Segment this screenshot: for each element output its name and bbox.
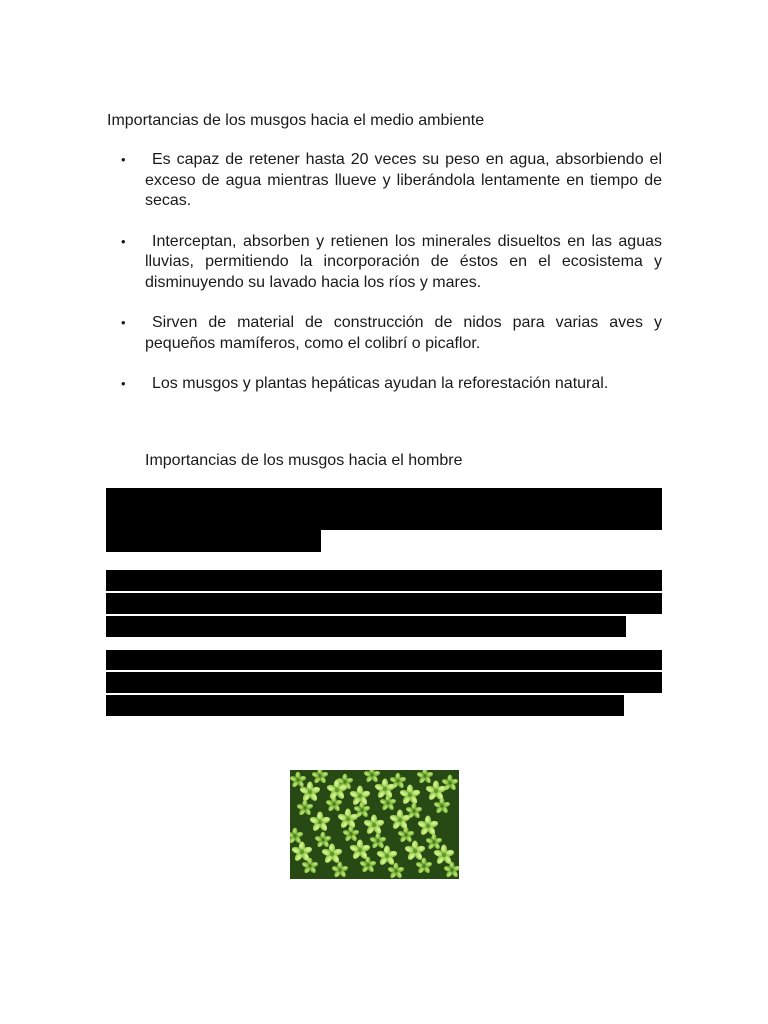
bullet-item	[107, 150, 662, 212]
redaction-bar	[106, 593, 662, 614]
bullet-item	[107, 313, 662, 354]
redaction-bar	[106, 488, 662, 530]
environment-bullet-list	[107, 150, 662, 395]
bullet-marker: •	[121, 233, 126, 249]
moss-photo	[290, 770, 459, 879]
section-title-human: Importancias de los musgos hacia el hombre	[145, 452, 463, 469]
bullet-text: Sirven de material de construcción de nidos para varias aves y pequeños mamíferos, como el colibrí o picaflor.	[145, 314, 662, 352]
bullet-text: Es capaz de retener hasta 20 veces su peso en agua, absorbiendo el exceso de agua mientras llueve y liberándola lentamente en tiempo de secas.	[145, 151, 662, 209]
bullet-item	[107, 374, 662, 395]
bullet-marker: •	[121, 376, 126, 391]
bullet-text: Interceptan, absorben y retienen los minerales disueltos en las aguas lluvias, permitiendo la incorporación de éstos en el ecosistema y disminuyendo su lavado hacia los ríos y mares.	[145, 232, 662, 291]
bullet-item	[107, 232, 662, 294]
bullet-marker: •	[121, 152, 126, 167]
bullet-marker: •	[121, 315, 126, 330]
redaction-bar	[106, 695, 624, 716]
redaction-bar	[106, 530, 321, 552]
section-title-environment: Importancias de los musgos hacia el medio ambiente	[107, 112, 485, 129]
redaction-bar	[106, 672, 662, 693]
bullet-text: Los musgos y plantas hepáticas ayudan la reforestación natural.	[152, 375, 609, 392]
redaction-bar	[106, 570, 662, 591]
redaction-bar	[106, 650, 662, 670]
redaction-bar	[106, 616, 626, 637]
